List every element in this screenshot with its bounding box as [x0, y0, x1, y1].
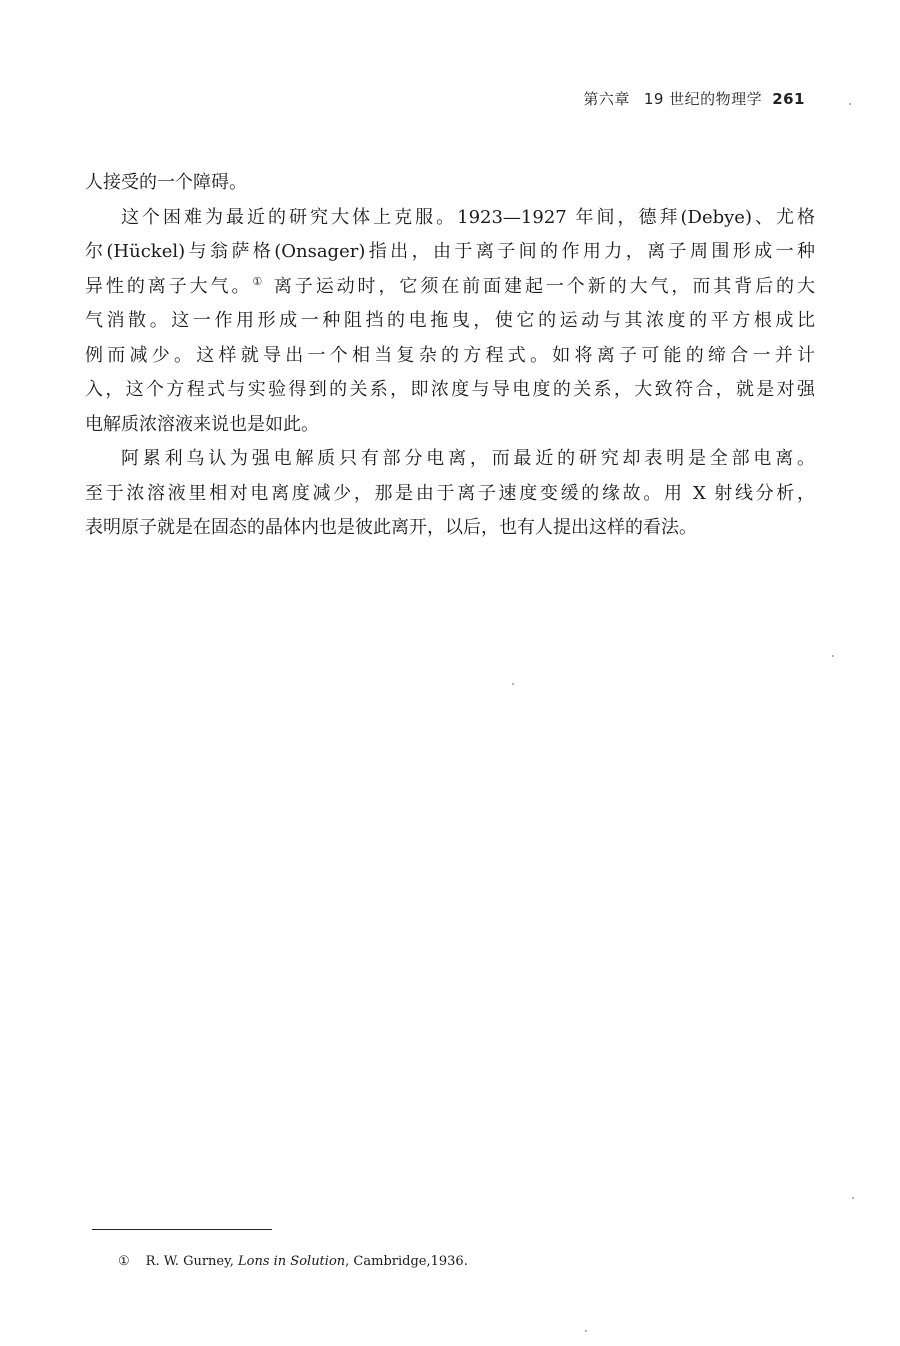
- text-line: 例而减少。这样就导出一个相当复杂的方程式。如将离子可能的缔合一并计: [85, 344, 815, 366]
- text-line: 尔(Hückel)与翁萨格(Onsager)指出，由于离子间的作用力，离子周围形成一种: [85, 241, 815, 262]
- footnote: [118, 1254, 468, 1269]
- scan-speck: [849, 103, 851, 105]
- text-line: 阿累利乌认为强电解质只有部分电离，而最近的研究却表明是全部电离。: [121, 448, 815, 469]
- body-text: [85, 166, 815, 546]
- footnote-author: R. W. Gurney,: [145, 1254, 234, 1269]
- footnote-mark: ①: [118, 1254, 130, 1269]
- running-head: [583, 88, 805, 109]
- text-line: 这个困难为最近的研究大体上克服。1923—1927 年间，德拜(Debye)、尤格: [121, 206, 815, 228]
- page-number: 261: [772, 90, 805, 108]
- footnote-reference[interactable]: ①: [252, 274, 266, 288]
- text-line: [85, 270, 815, 305]
- text-line: 人接受的一个障碍。: [85, 172, 247, 193]
- text-line: 表明原子就是在固态的晶体内也是彼此离开，以后，也有人提出这样的看法。: [85, 517, 697, 538]
- text-line: 电解质浓溶液来说也是如此。: [85, 413, 319, 435]
- footnote-divider: [92, 1229, 272, 1230]
- text-line: 气消散。这一作用形成一种阻挡的电拖曳，使它的运动与其浓度的平方根成比: [85, 310, 815, 331]
- text-line: 入，这个方程式与实验得到的关系，即浓度与导电度的关系，大致符合，就是对强: [85, 379, 815, 400]
- scan-speck: [585, 1330, 587, 1332]
- section-title: 19 世纪的物理学: [643, 90, 763, 108]
- scan-speck: [852, 1197, 854, 1199]
- text-segment: 异性的离子大气。: [85, 275, 253, 297]
- text-segment: 离子运动时，它须在前面建起一个新的大气，而其背后的大: [265, 275, 815, 297]
- chapter-label: 第六章: [583, 90, 630, 108]
- text-line: 至于浓溶液里相对电离度减少，那是由于离子速度变缓的缘故。用 X 射线分析，: [85, 482, 815, 504]
- footnote-title: Lons in Solution: [238, 1254, 346, 1269]
- footnote-publisher: , Cambridge,1936.: [345, 1254, 468, 1269]
- scan-speck: [832, 655, 834, 657]
- scan-speck: [512, 683, 514, 685]
